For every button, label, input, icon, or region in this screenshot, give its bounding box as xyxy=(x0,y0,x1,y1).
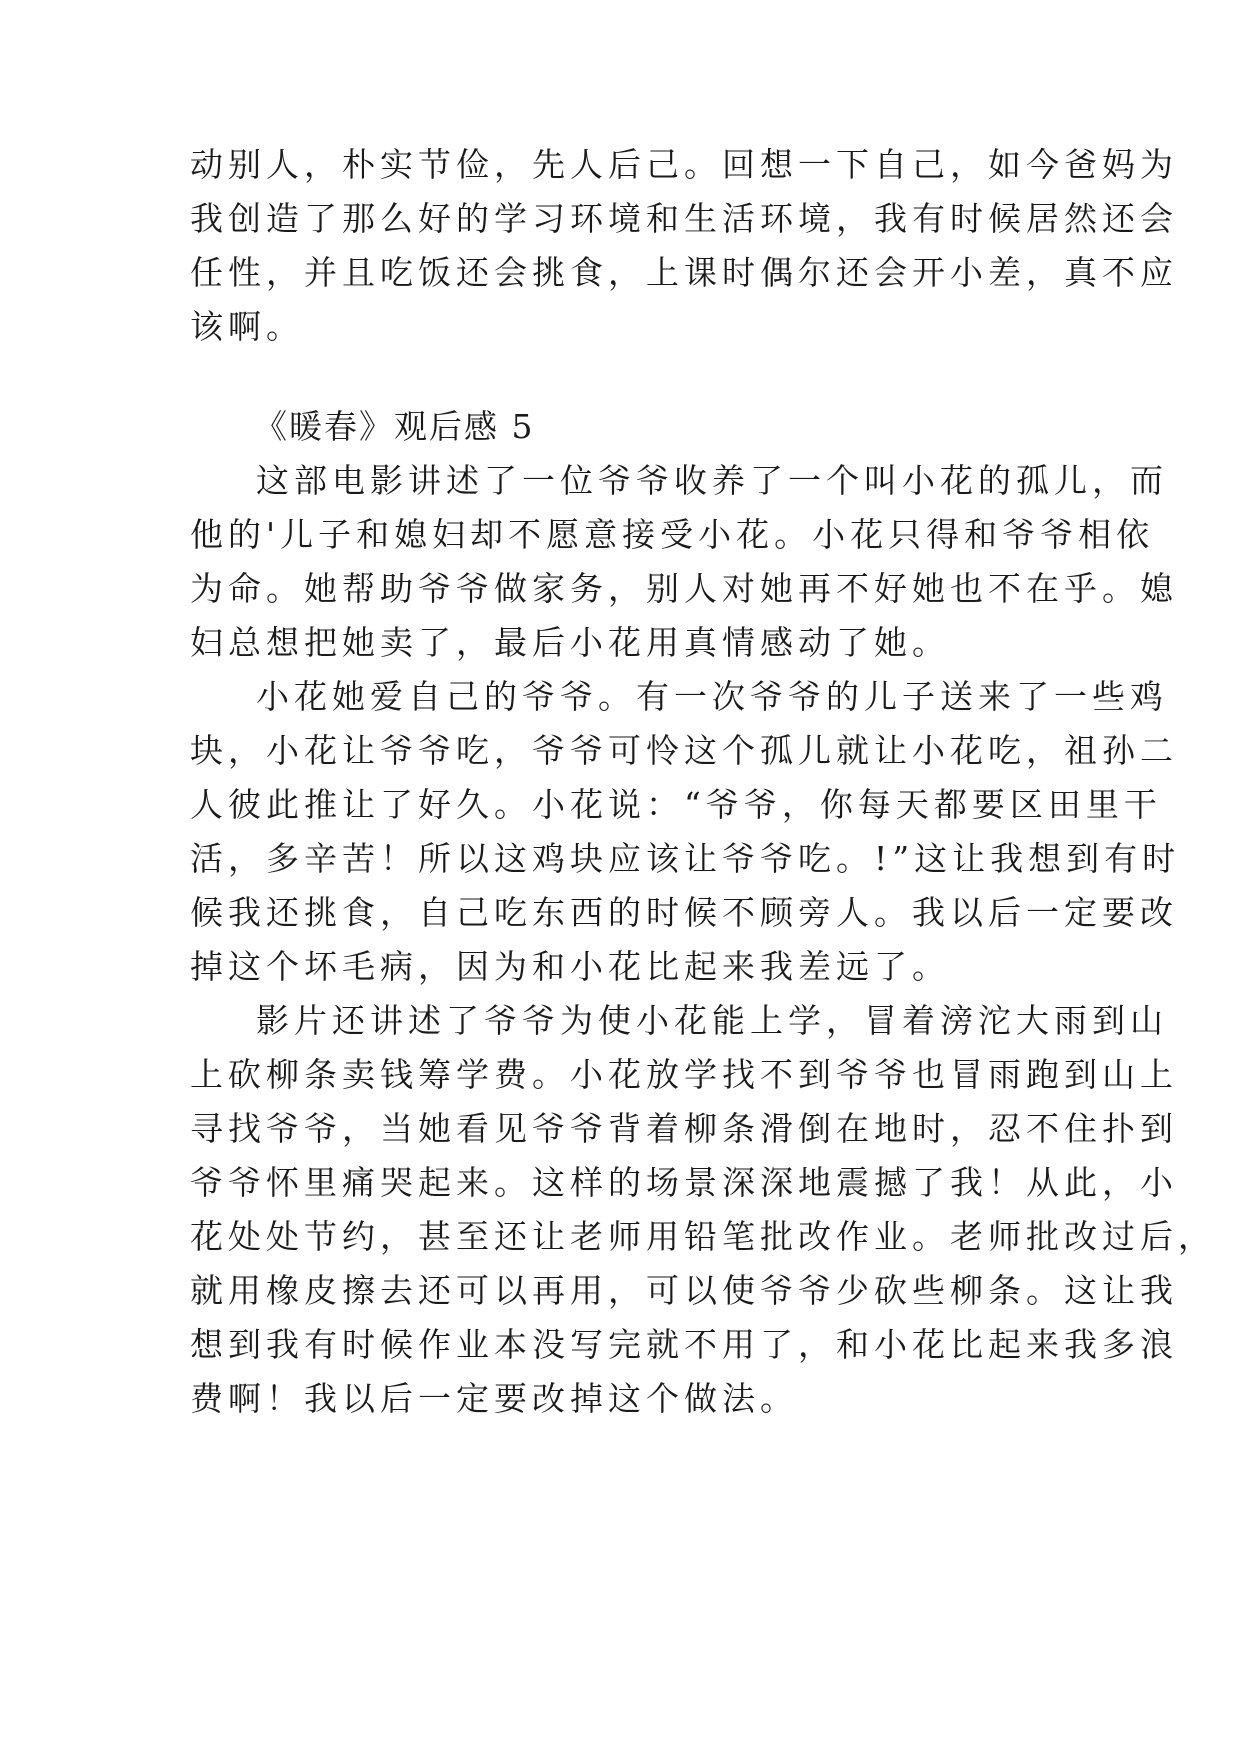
p3-line-8: 费啊！我以后一定要改掉这个做法。 xyxy=(190,1379,798,1418)
p3-line-5: 花处处节约，甚至还让老师用铅笔批改作业。老师批改过后， xyxy=(190,1217,1216,1256)
p2-line-1: 小花她爱自己的爷爷。有一次爷爷的儿子送来了一些鸡 xyxy=(256,677,1168,716)
p1-line-4: 妇总想把她卖了，最后小花用真情感动了她。 xyxy=(190,623,950,662)
p3-line-7: 想到我有时候作业本没写完就不用了，和小花比起来我多浪 xyxy=(190,1325,1178,1364)
p1-line-1: 这部电影讲述了一位爷爷收养了一个叫小花的孤儿，而 xyxy=(256,461,1168,500)
p1-line-2: 他的'儿子和媳妇却不愿意接受小花。小花只得和爷爷相依 xyxy=(190,515,1155,554)
p3-line-1: 影片还讲述了爷爷为使小花能上学，冒着滂沱大雨到山 xyxy=(256,1001,1168,1040)
intro-line-1: 动别人，朴实节俭，先人后己。回想一下自己，如今爸妈为 xyxy=(190,145,1178,184)
intro-line-4: 该啊。 xyxy=(190,307,304,346)
p3-line-2: 上砍柳条卖钱筹学费。小花放学找不到爷爷也冒雨跑到山上 xyxy=(190,1055,1178,1094)
p2-line-5: 候我还挑食，自己吃东西的时候不顾旁人。我以后一定要改 xyxy=(190,893,1178,932)
intro-line-2: 我创造了那么好的学习环境和生活环境，我有时候居然还会 xyxy=(190,199,1178,238)
intro-line-3: 任性，并且吃饭还会挑食，上课时偶尔还会开小差，真不应 xyxy=(190,253,1178,292)
p3-line-3: 寻找爷爷，当她看见爷爷背着柳条滑倒在地时，忍不住扑到 xyxy=(190,1109,1178,1148)
p2-line-4: 活，多辛苦！所以这鸡块应该让爷爷吃。!”这让我想到有时 xyxy=(190,839,1181,878)
p3-line-4: 爷爷怀里痛哭起来。这样的场景深深地震撼了我！从此，小 xyxy=(190,1163,1178,1202)
p2-line-2: 块，小花让爷爷吃，爷爷可怜这个孤儿就让小花吃，祖孙二 xyxy=(190,731,1178,770)
p3-line-6: 就用橡皮擦去还可以再用，可以使爷爷少砍些柳条。这让我 xyxy=(190,1271,1178,1310)
section-title: 《暖春》观后感 5 xyxy=(254,407,535,446)
p1-line-3: 为命。她帮助爷爷做家务，别人对她再不好她也不在乎。媳 xyxy=(190,569,1178,608)
p2-line-3: 人彼此推让了好久。小花说：“爷爷，你每天都要区田里干 xyxy=(190,785,1162,824)
p2-line-6: 掉这个坏毛病，因为和小花比起来我差远了。 xyxy=(190,947,950,986)
